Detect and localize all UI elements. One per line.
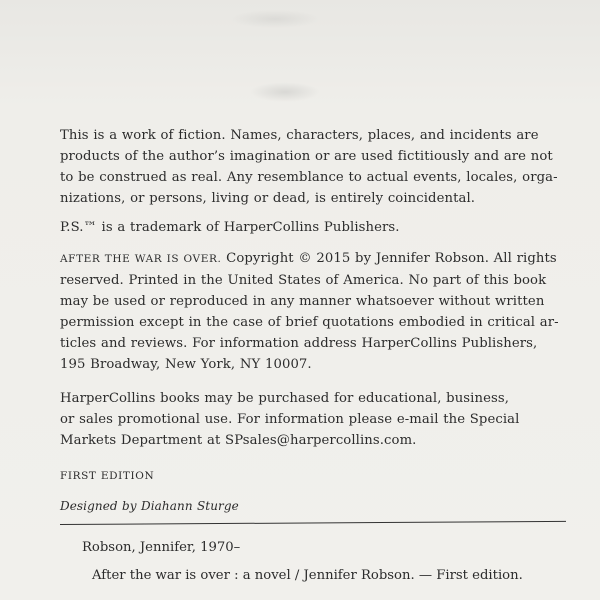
designer-block xyxy=(60,496,560,517)
edition-label: FIRST EDITION xyxy=(60,470,155,482)
cip-divider-rule xyxy=(60,521,566,525)
copyright-line-1 xyxy=(60,248,560,270)
copyright-line-5: ticles and reviews. For information address HarperCollins Publishers, xyxy=(60,336,538,351)
book-title-smallcaps: AFTER THE WAR IS OVER. xyxy=(60,253,222,265)
sales-line-2: or sales promotional use. For information please e-mail the Special xyxy=(60,412,520,427)
copyright-line-1-rest: Copyright © 2015 by Jennifer Robson. All rights xyxy=(221,251,557,266)
designer-credit: Designed by Diahann Sturge xyxy=(60,499,239,513)
cip-author: Robson, Jennifer, 1970– xyxy=(82,540,241,555)
page-smudge-top xyxy=(230,10,320,28)
sales-line-3: Markets Department at SPsales@harpercollins.com. xyxy=(60,433,417,448)
edition-block xyxy=(60,466,560,487)
sales-line-1: HarperCollins books may be purchased for educational, business, xyxy=(60,391,510,406)
trademark-notice xyxy=(60,217,560,238)
fiction-line-3: to be construed as real. Any resemblance to actual events, locales, orga- xyxy=(60,170,558,185)
copyright-line-3: may be used or reproduced in any manner whatsoever without written xyxy=(60,294,545,309)
fiction-disclaimer xyxy=(60,125,560,209)
fiction-line-1: This is a work of fiction. Names, characters, places, and incidents are xyxy=(60,128,539,143)
page-smudge xyxy=(250,82,320,102)
sales-notice xyxy=(60,388,560,451)
cip-title: After the war is over : a novel / Jennifer Robson. — First edition. xyxy=(92,568,523,583)
copyright-line-6: 195 Broadway, New York, NY 10007. xyxy=(60,357,312,372)
fiction-line-2: products of the author’s imagination or are used fictitiously and are not xyxy=(60,149,553,164)
copyright-line-4: permission except in the case of brief quotations embodied in critical ar- xyxy=(60,315,559,330)
fiction-line-4: nizations, or persons, living or dead, is entirely coincidental. xyxy=(60,191,476,206)
trademark-line: P.S.™ is a trademark of HarperCollins Publishers. xyxy=(60,220,400,235)
copyright-notice xyxy=(60,248,560,375)
copyright-line-2: reserved. Printed in the United States of America. No part of this book xyxy=(60,273,547,288)
